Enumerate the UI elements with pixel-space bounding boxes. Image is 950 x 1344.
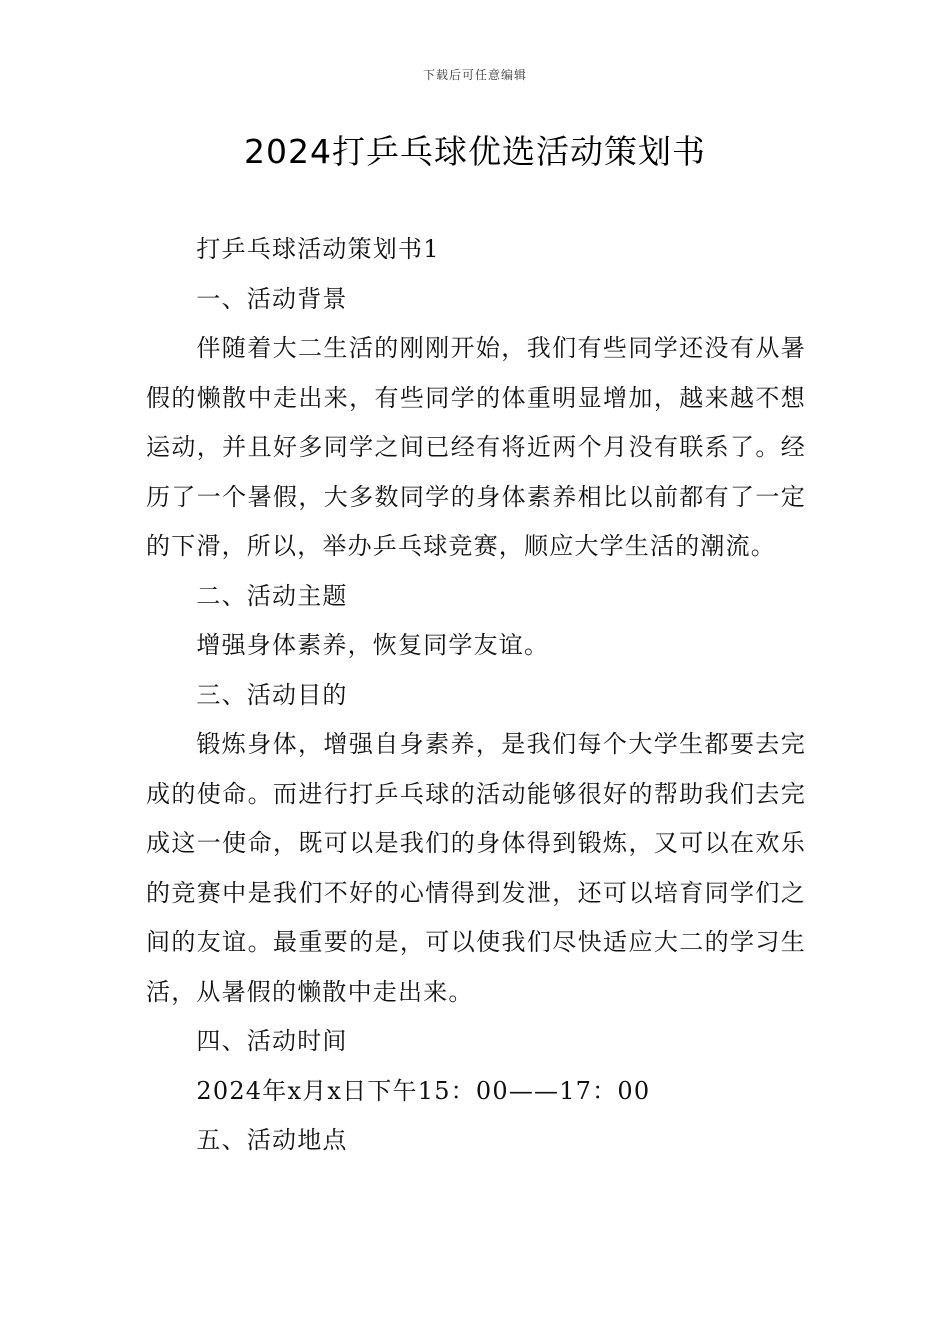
paragraph-purpose: 锻炼身体，增强自身素养，是我们每个大学生都要去完成的使命。而进行打乒乓球的活动能够很好的帮助我们去完成这一使命，既可以是我们的身体得到锻炼，又可以在欢乐的竞赛中是我们不好的心情得到发泄，还可以培育同学们之间的友谊。最重要的是，可以使我们尽快适应大二的学习生活，从暑假的懒散中走出来。 [146,730,806,1006]
paragraph-time: 2024年x月x日下午15：00——17：00 [196,1076,651,1105]
document-title: 2024打乒乓球优选活动策划书 [244,132,706,171]
document-body [146,225,806,1166]
header-note: 下载后可任意编辑 [422,68,527,82]
section-heading-purpose: 三、活动目的 [196,680,348,709]
paragraph-background: 伴随着大二生活的刚刚开始，我们有些同学还没有从暑假的懒散中走出来，有些同学的体重明显增加，越来越不想运动，并且好多同学之间已经有将近两个月没有联系了。经历了一个暑假，大多数同学的身体素养相比以前都有了一定的下滑，所以，举办乒乓球竞赛，顺应大学生活的潮流。 [146,334,806,560]
section-heading-background: 一、活动背景 [196,284,348,313]
section-heading-plan: 打乒乓球活动策划书1 [196,235,440,263]
paragraph-theme: 增强身体素养，恢复同学友谊。 [196,631,550,659]
section-heading-theme: 二、活动主题 [196,581,348,610]
section-heading-time: 四、活动时间 [196,1027,348,1055]
section-heading-location: 五、活动地点 [196,1126,348,1154]
